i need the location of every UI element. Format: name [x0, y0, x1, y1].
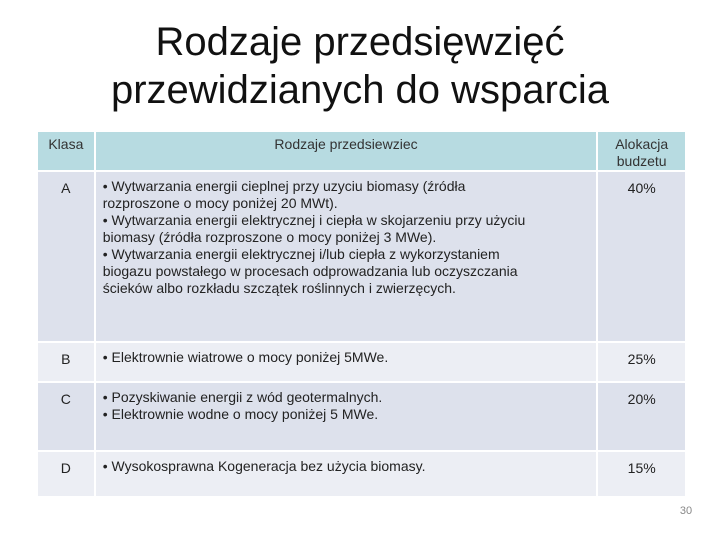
cell-alokacja: 15%	[597, 451, 686, 497]
cell-text-line: • Wytwarzania energii cieplnej przy uzyciu biomasy (źródła	[102, 178, 466, 194]
cell-rodzaje	[95, 171, 598, 342]
header-rodzaje: Rodzaje przedsiewziec	[95, 131, 598, 171]
cell-rodzaje	[95, 451, 598, 497]
cell-text-line: • Elektrownie wiatrowe o mocy poniżej 5MWe.	[102, 349, 389, 365]
cell-klasa: C	[37, 382, 95, 451]
cell-text-line: • Wytwarzania energii elektrycznej i/lub ciepła z wykorzystaniem	[102, 246, 500, 262]
header-alokacja-line-2: budzetu	[616, 153, 667, 169]
cell-text-line: biogazu powstałego w procesach odprowadzania lub oczyszczania	[102, 263, 518, 279]
cell-klasa: D	[37, 451, 95, 497]
cell-klasa: A	[37, 171, 95, 342]
page-number: 30	[679, 505, 693, 517]
slide-title	[0, 18, 720, 114]
table-row	[37, 342, 686, 382]
header-alokacja-line-1: Alokacja	[615, 136, 669, 152]
cell-text-line: ścieków albo rozkładu szczątek roślinnych i zwierzęcych.	[102, 280, 456, 296]
table-header-row	[37, 131, 686, 171]
cell-alokacja: 25%	[597, 342, 686, 382]
cell-klasa: B	[37, 342, 95, 382]
table-row	[37, 382, 686, 451]
cell-text-line: • Elektrownie wodne o mocy poniżej 5 MWe.	[102, 406, 379, 422]
slide-title-line-2: przewidzianych do wsparcia	[110, 68, 609, 112]
header-alokacja	[597, 131, 686, 171]
cell-text-line: • Wysokosprawna Kogeneracja bez użycia biomasy.	[102, 458, 426, 474]
cell-alokacja: 20%	[597, 382, 686, 451]
cell-text-line: rozproszone o mocy poniżej 20 MWt).	[102, 195, 338, 211]
slide-title-line-1: Rodzaje przedsięwzięć	[155, 20, 565, 64]
cell-text-line: • Wytwarzania energii elektrycznej i ciepła w skojarzeniu przy użyciu	[102, 212, 526, 228]
cell-text-line: • Pozyskiwanie energii z wód geotermalnych.	[102, 389, 383, 405]
table-row	[37, 171, 686, 342]
table-row	[37, 451, 686, 497]
cell-alokacja: 40%	[597, 171, 686, 342]
cell-rodzaje	[95, 342, 598, 382]
header-klasa: Klasa	[37, 131, 95, 171]
projects-table	[37, 131, 686, 497]
cell-rodzaje	[95, 382, 598, 451]
cell-text-line: biomasy (źródła rozproszone o mocy poniżej 3 MWe).	[102, 229, 437, 245]
